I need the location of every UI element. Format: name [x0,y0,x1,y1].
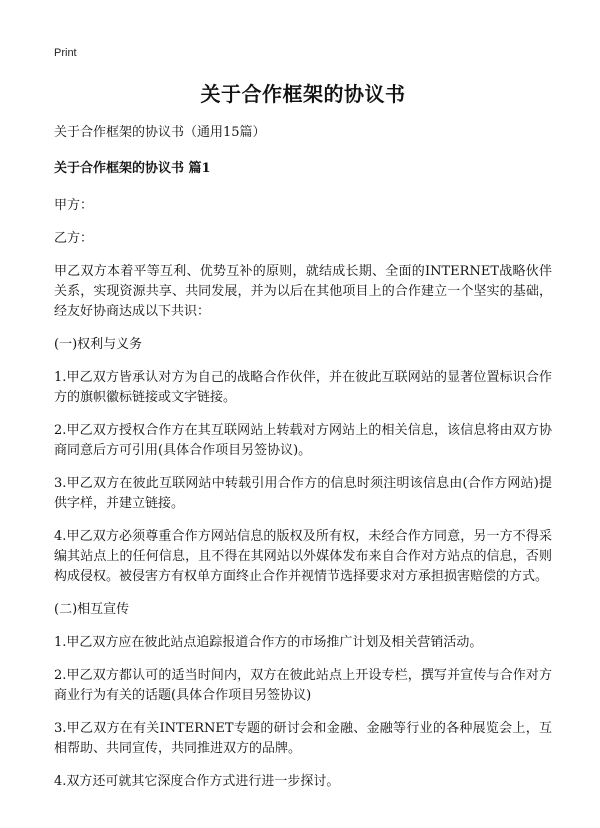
rights-obligations-heading: (一)权利与义务 [54,337,143,352]
intro-paragraph: 甲乙双方本着平等互利、优势互补的原则，就结成长期、全面的INTERNET战略伙伴关系，实现资源共享、共同发展，并为以后在其他项目上的合作建立一个坚实的基础，经友好协商达成以下共识： [54,264,552,319]
clause-1-4: 4.甲乙双方必须尊重合作方网站信息的版权及所有权，未经合作方同意，另一方不得采编其站点上的任何信息，且不得在其网站以外媒体发布来自合作对方站点的信息，否则构成侵权。被侵害方有权单方面终止合作并视情节选择要求对方承担损害赔偿的方式。 [54,529,552,584]
party-b-line: 乙方： [54,231,94,246]
clause-2-4: 4.双方还可就其它深度合作方式进行进一步探讨。 [54,774,340,789]
clause-2-2: 2.甲乙双方都认可的适当时间内，双方在彼此站点上开设专栏，撰写并宣传与合作对方商业行为有关的话题(具体合作项目另签协议) [54,668,552,703]
mutual-promotion-heading: (二)相互宣传 [54,602,130,617]
document-subtitle: 关于合作框架的协议书（通用15篇） [54,125,266,140]
print-label: Print [54,47,77,59]
clause-1-1: 1.甲乙双方皆承认对方为自己的战略合作伙伴，并在彼此互联网站的显著位置标识合作方的旗帜徽标链接或文字链接。 [54,370,552,405]
clause-2-3: 3.甲乙双方在有关INTERNET专题的研讨会和金融、金融等行业的各种展览会上，互相帮助、共同宣传，共同推进双方的品牌。 [54,721,552,756]
clause-2-1: 1.甲乙双方应在彼此站点追踪报道合作方的市场推广计划及相关营销活动。 [54,635,483,650]
clause-1-2: 2.甲乙双方授权合作方在其互联网站上转载对方网站上的相关信息，该信息将由双方协商同意后方可引用(具体合作项目另签协议)。 [54,423,552,458]
section-title: 关于合作框架的协议书 篇1 [54,161,211,176]
clause-1-3: 3.甲乙双方在彼此互联网站中转载引用合作方的信息时须注明该信息由(合作方网站)提供字样，并建立链接。 [54,476,552,511]
party-a-line: 甲方： [54,198,94,213]
document-title: 关于合作框架的协议书 [200,82,406,106]
